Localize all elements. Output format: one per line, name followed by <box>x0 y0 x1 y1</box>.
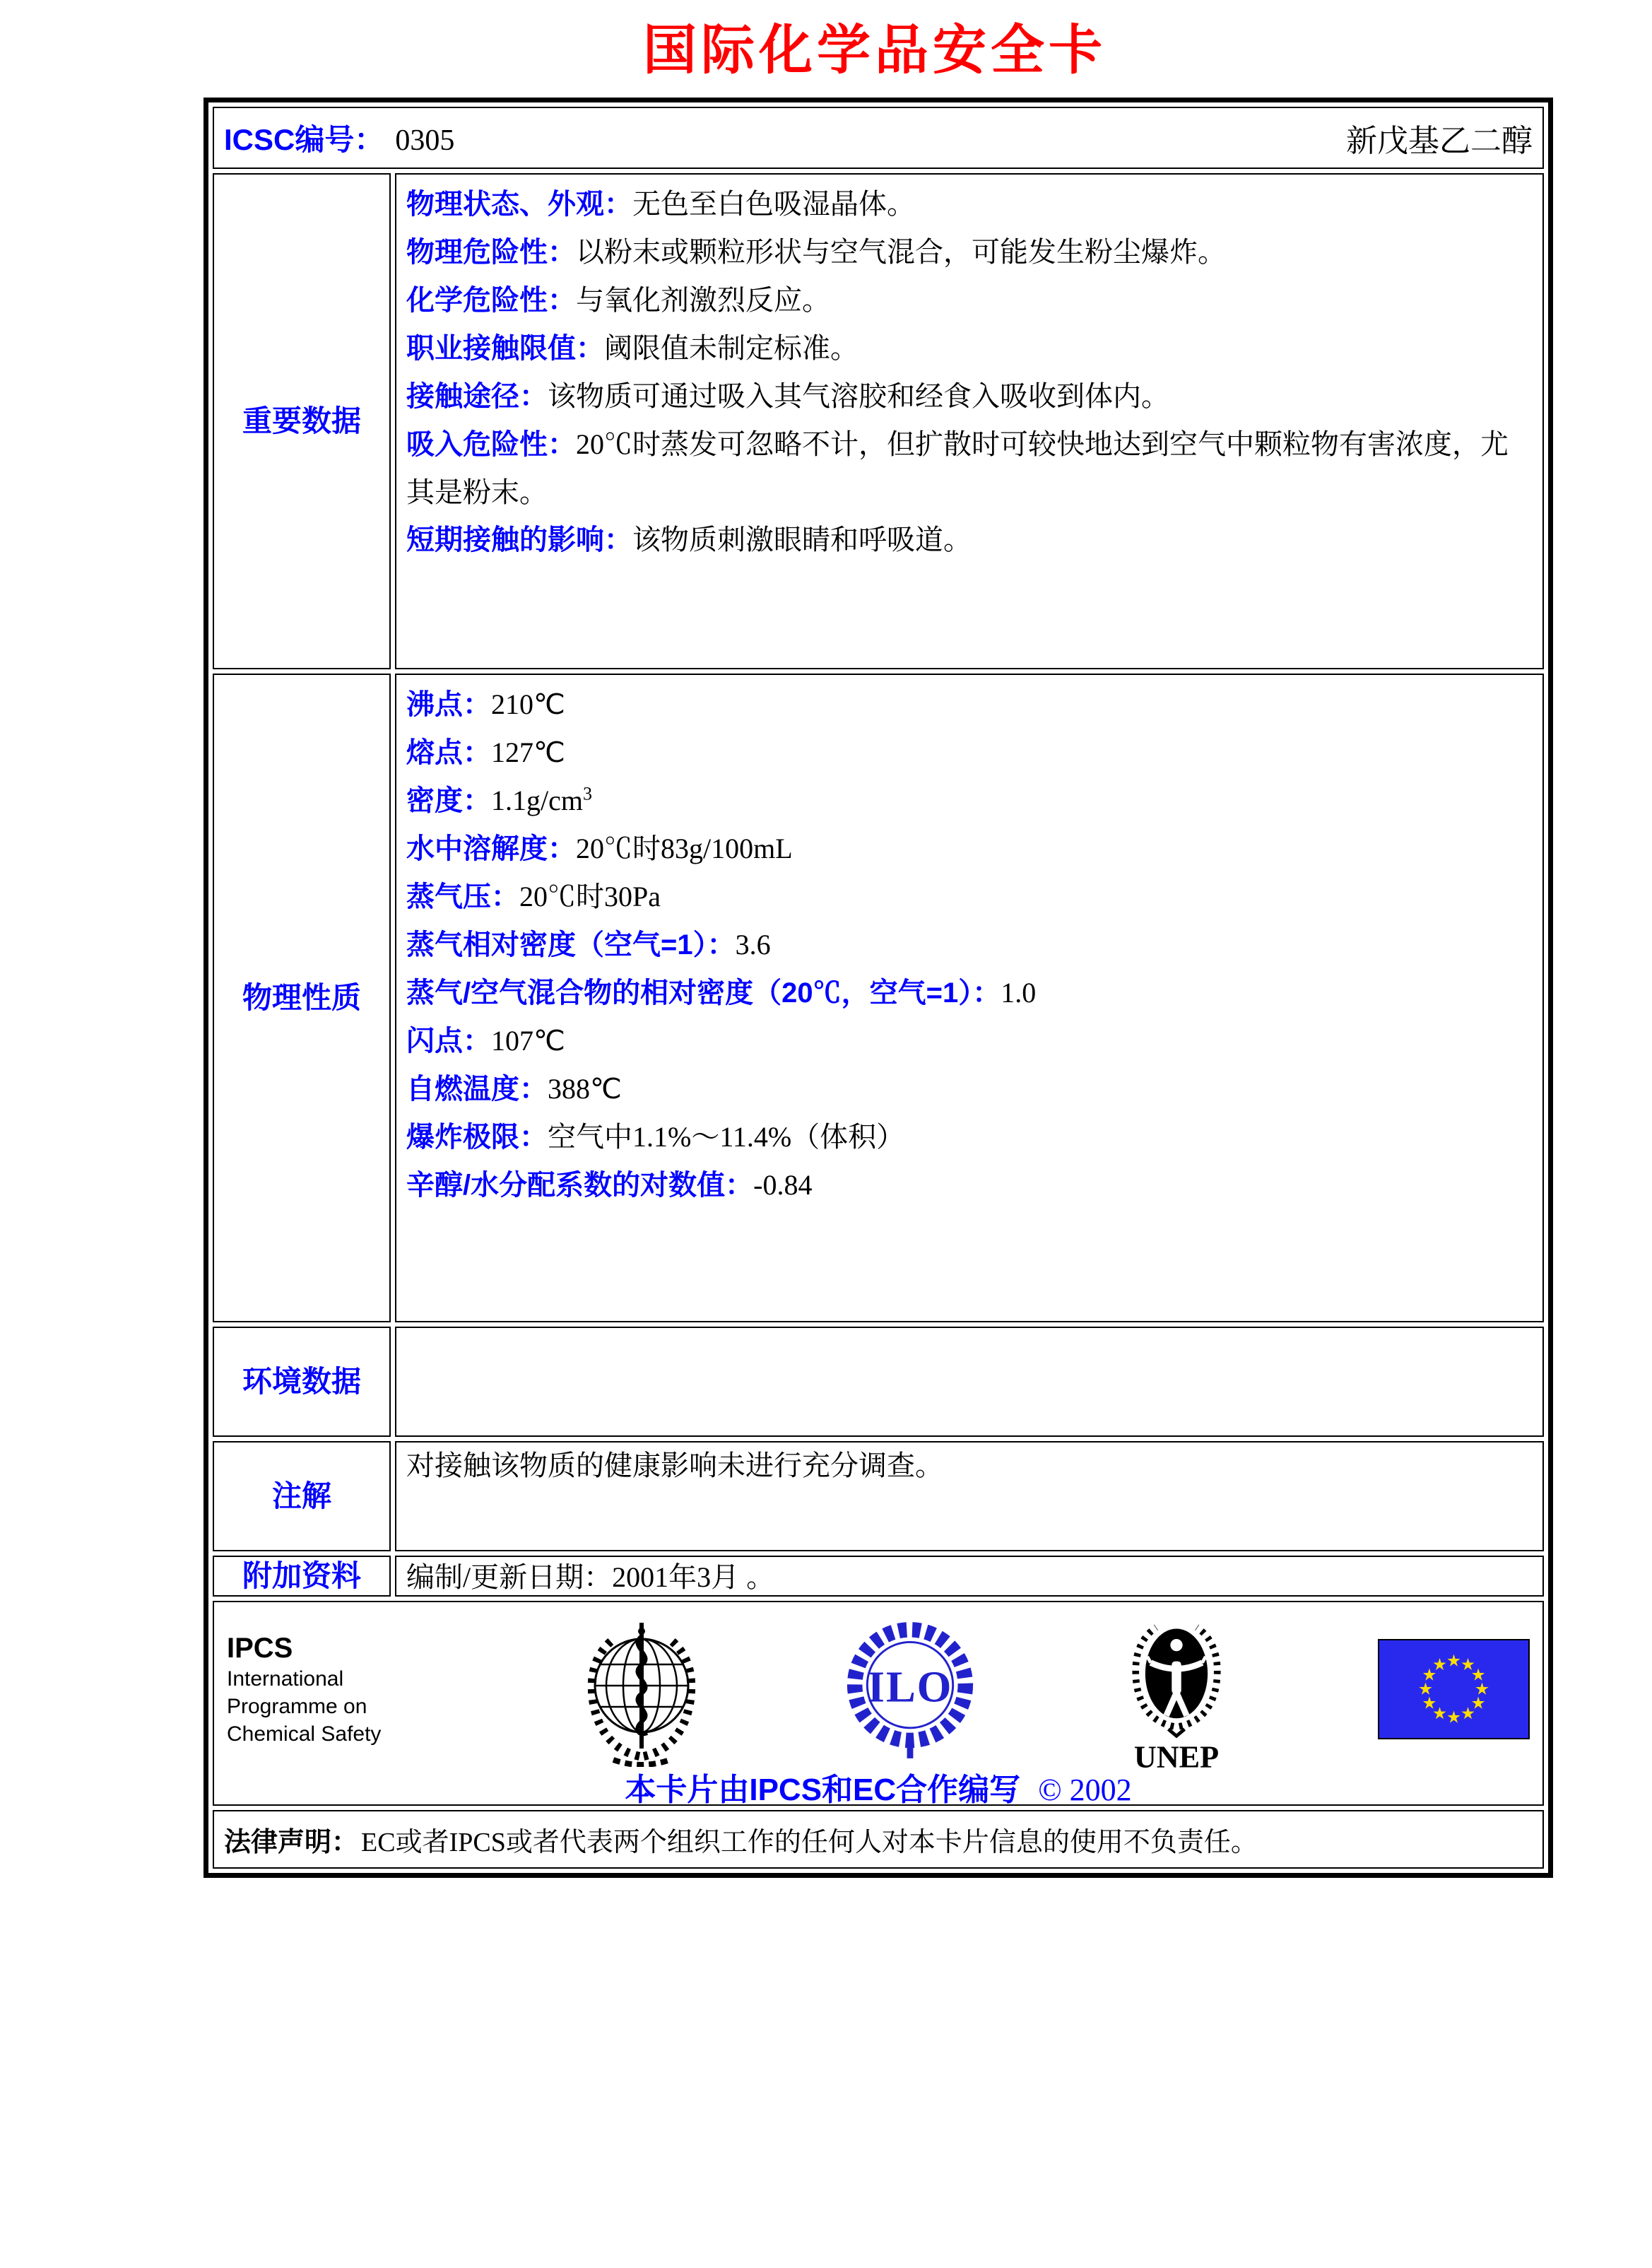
section-label-additional-info <box>213 1556 391 1597</box>
property-label: 接触途径： <box>406 381 548 412</box>
property-value: 无色至白色吸湿晶体。 <box>632 188 915 220</box>
property-value: 388℃ <box>548 1073 622 1105</box>
section-content-physical-properties <box>395 674 1544 1322</box>
property-value: 20℃时83g/100mL <box>576 833 793 864</box>
cooperation-caption-text: 本卡片由IPCS和EC合作编写 <box>625 1773 1021 1807</box>
legal-text: EC或者IPCS或者代表两个组织工作的任何人对本卡片信息的使用不负责任。 <box>361 1828 1258 1857</box>
section-label-text: 注解 <box>271 1479 331 1512</box>
eu-flag-icon <box>1378 1639 1530 1739</box>
property-value: 对接触该物质的健康影响未进行充分调查。 <box>406 1450 943 1481</box>
ipcs-subtitle-line: Chemical Safety <box>227 1722 382 1746</box>
property-value: 210℃ <box>491 688 565 720</box>
property-label: 蒸气压： <box>406 881 519 912</box>
section-content-notes <box>395 1441 1544 1551</box>
property-line <box>406 228 1533 276</box>
property-line <box>406 1448 1533 1483</box>
header-row <box>213 107 1544 169</box>
property-line <box>406 1113 1533 1161</box>
property-label: 吸入危险性： <box>406 429 576 460</box>
property-value: 3.6 <box>735 929 771 960</box>
section-label-text: 附加资料 <box>242 1559 361 1592</box>
page-title: 国际化学品安全卡 <box>643 21 1107 81</box>
unep-logo-icon <box>1107 1604 1246 1774</box>
property-label: 职业接触限值： <box>406 333 604 364</box>
section-content-important-data <box>395 173 1544 669</box>
property-value: 编制/更新日期：2001年3月 。 <box>406 1561 775 1593</box>
property-label: 物理危险性： <box>406 237 576 268</box>
property-value: 20℃时蒸发可忽略不计，但扩散时可较快地达到空气中颗粒物有害浓度，尤其是粉末。 <box>406 428 1509 508</box>
property-value: 该物质刺激眼睛和呼吸道。 <box>632 524 972 556</box>
property-label: 短期接触的影响： <box>406 524 632 556</box>
section-row-additional-info <box>213 1556 1544 1597</box>
property-line <box>406 276 1533 324</box>
property-label: 密度： <box>406 785 491 816</box>
unep-caption: UNEP <box>1134 1739 1220 1774</box>
ipcs-title: IPCS <box>227 1632 293 1664</box>
property-value: 1.0 <box>1001 977 1037 1009</box>
icsc-number-group <box>224 117 454 159</box>
legal-row <box>213 1810 1544 1869</box>
section-label-notes <box>213 1441 391 1551</box>
property-label: 物理状态、外观： <box>406 189 632 220</box>
property-line <box>406 372 1533 421</box>
property-label: 蒸气相对密度（空气=1）： <box>406 929 736 960</box>
ipcs-subtitle-line: International <box>227 1667 344 1691</box>
section-row-notes <box>213 1441 1544 1551</box>
property-label: 闪点： <box>406 1026 491 1057</box>
icsc-card-table <box>203 98 1553 1878</box>
property-label: 化学危险性： <box>406 285 576 316</box>
section-label-text: 重要数据 <box>242 404 361 437</box>
property-line <box>406 825 1533 873</box>
legal-cell <box>213 1810 1544 1869</box>
property-value: 阈限值未制定标准。 <box>604 332 859 364</box>
who-logo-icon <box>571 1611 712 1767</box>
property-value: 20℃时30Pa <box>519 881 661 912</box>
property-value: 与氧化剂激烈反应。 <box>576 284 830 316</box>
section-label-environmental-data <box>213 1327 391 1437</box>
section-label-text: 环境数据 <box>242 1365 361 1398</box>
property-label: 自燃温度： <box>406 1074 548 1105</box>
ilo-logo-icon <box>844 1613 976 1765</box>
property-line <box>406 324 1533 372</box>
property-line <box>406 1065 1533 1113</box>
property-value: 以粉末或颗粒形状与空气混合，可能发生粉尘爆炸。 <box>576 236 1226 268</box>
property-line <box>406 969 1533 1017</box>
icsc-number-label: ICSC编号： <box>224 123 384 156</box>
property-line <box>406 421 1533 516</box>
logos-line <box>227 1609 1530 1774</box>
header-cell <box>213 107 1544 169</box>
ipcs-text-block <box>227 1631 439 1748</box>
property-label: 爆炸极限： <box>406 1122 548 1153</box>
property-line <box>406 1560 1533 1595</box>
section-label-important-data <box>213 173 391 669</box>
legal-label: 法律声明： <box>224 1828 359 1857</box>
property-line <box>406 681 1533 729</box>
property-line <box>406 873 1533 921</box>
property-line <box>406 729 1533 777</box>
property-label: 水中溶解度： <box>406 833 576 864</box>
chemical-name: 新戊基乙二醇 <box>1346 124 1533 158</box>
section-row-environmental-data <box>213 1327 1544 1437</box>
section-row-physical-properties <box>213 674 1544 1322</box>
property-line <box>406 921 1533 969</box>
section-content-environmental-data <box>395 1327 1544 1437</box>
property-value: 该物质可通过吸入其气溶胶和经食入吸收到体内。 <box>548 380 1169 412</box>
section-content-additional-info <box>395 1556 1544 1597</box>
property-line <box>406 516 1533 564</box>
property-value: 127℃ <box>491 736 565 768</box>
ipcs-subtitle-line: Programme on <box>227 1694 367 1718</box>
property-value: -0.84 <box>753 1169 813 1201</box>
logos-cell <box>213 1601 1544 1806</box>
property-label: 蒸气/空气混合物的相对密度（20℃，空气=1）： <box>406 977 1001 1009</box>
section-label-physical-properties <box>213 674 391 1322</box>
icsc-number-value: 0305 <box>395 124 455 157</box>
property-line <box>406 180 1533 228</box>
property-label: 熔点： <box>406 737 491 768</box>
section-label-text: 物理性质 <box>242 981 361 1014</box>
cooperation-caption <box>227 1772 1530 1809</box>
property-line <box>406 777 1533 825</box>
property-value: 107℃ <box>491 1025 565 1057</box>
property-line <box>406 1161 1533 1209</box>
svg-text:ILO: ILO <box>867 1662 952 1712</box>
copyright-text: © 2002 <box>1038 1773 1132 1807</box>
section-row-important-data <box>213 173 1544 669</box>
logos-row <box>213 1601 1544 1806</box>
property-label: 辛醇/水分配系数的对数值： <box>406 1170 754 1201</box>
property-line <box>406 1017 1533 1065</box>
property-value-superscript: 3 <box>582 783 592 804</box>
property-label: 沸点： <box>406 689 491 720</box>
property-value: 1.1g/cm <box>491 785 583 816</box>
property-value: 空气中1.1%～11.4%（体积） <box>548 1121 905 1153</box>
